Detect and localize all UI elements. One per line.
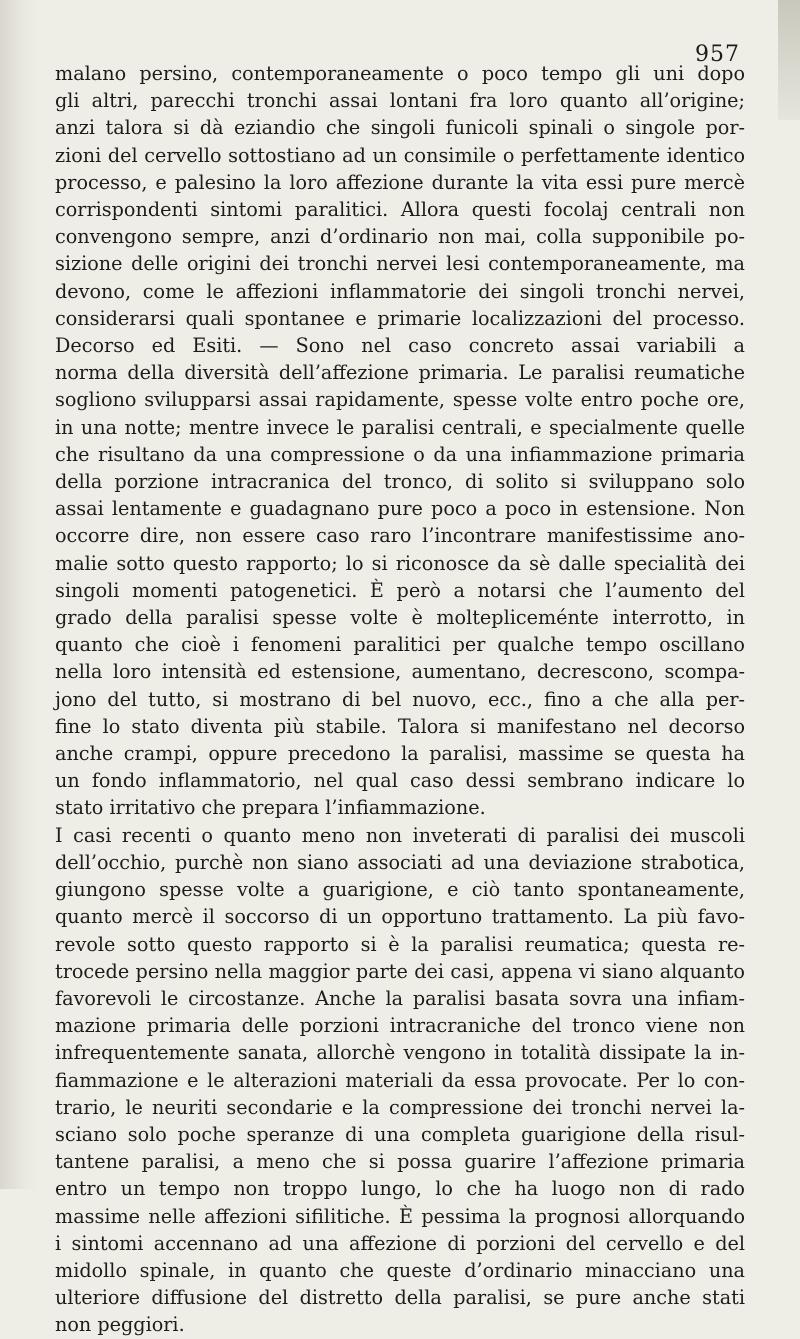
text-line: convengono sempre, anzi d’ordinario non mai, colla supponibile po- [55, 225, 745, 249]
text-line: che risultano da una compressione o da una infiammazione primaria [55, 442, 745, 466]
text-line: considerarsi quali spontanee e primarie localizzazioni del processo. [55, 306, 745, 330]
text-line: stato irritativo che prepara l’infiammazione. [55, 796, 486, 820]
text-line: tantene paralisi, a meno che si possa guarire l’affezione primaria [55, 1150, 745, 1174]
text-line: zioni del cervello sottostiano ad un consimile o perfettamente identico [55, 143, 745, 167]
text-line: della porzione intracranica del tronco, di solito si sviluppano solo [55, 470, 745, 494]
text-line: quanto mercè il soccorso di un opportuno trattamento. La più favo- [55, 905, 745, 929]
text-line: ulteriore diffusione del distretto della paralisi, se pure anche stati [55, 1286, 745, 1310]
page-corner-shadow [778, 0, 800, 120]
text-line: processo, e palesino la loro affezione durante la vita essi pure mercè [55, 170, 745, 194]
text-line: fine lo stato diventa più stabile. Talora si manifestano nel decorso [55, 714, 745, 738]
text-line: trario, le neuriti secondarie e la compressione dei tronchi nervei la- [55, 1095, 745, 1119]
text-line: devono, come le affezioni inflammatorie dei singoli tronchi nervei, [55, 279, 745, 303]
text-line: sogliono svilupparsi assai rapidamente, spesse volte entro poche ore, [55, 388, 745, 412]
text-line: sizione delle origini dei tronchi nervei lesi contemporaneamente, ma [55, 252, 745, 276]
page-binding-shadow [0, 0, 38, 1189]
text-line: massime nelle affezioni sifilitiche. È pessima la prognosi allorquando [55, 1204, 745, 1228]
text-line: un fondo inflammatorio, nel qual caso dessi sembrano indicare lo [55, 769, 745, 793]
text-line: mazione primaria delle porzioni intracraniche del tronco viene non [55, 1014, 745, 1038]
text-line: revole sotto questo rapporto si è la paralisi reumatica; questa re- [55, 932, 745, 956]
text-line: i sintomi accennano ad una affezione di porzioni del cervello e del [55, 1231, 745, 1255]
text-line: norma della diversità dell’affezione primaria. Le paralisi reumatiche [55, 361, 745, 385]
text-line: anzi talora si dà eziandio che singoli funicoli spinali o singole por- [55, 116, 745, 140]
text-line: trocede persino nella maggior parte dei casi, appena vi siano alquanto [55, 959, 745, 983]
text-line: midollo spinale, in quanto che queste d’ordinario minacciano una [55, 1258, 745, 1282]
text-line: Decorso ed Esiti. — Sono nel caso concreto assai variabili a [55, 334, 745, 358]
text-line: gli altri, parecchi tronchi assai lontani fra loro quanto all’origine; [55, 89, 745, 113]
page-number: 957 [695, 42, 740, 67]
text-line: infrequentemente sanata, allorchè vengono in totalità dissipate la in- [55, 1041, 745, 1065]
text-line: malie sotto questo rapporto; lo si riconosce da sè dalle specialità dei [55, 551, 745, 575]
text-line: corrispondenti sintomi paralitici. Allora questi focolaj centrali non [55, 198, 745, 222]
text-line: occorre dire, non essere caso raro l’incontrare manifestissime ano- [55, 524, 745, 548]
text-line: fiammazione e le alterazioni materiali da essa provocate. Per lo con- [55, 1068, 745, 1092]
body-text [55, 60, 745, 1339]
text-line: nella loro intensità ed estensione, aumentano, decrescono, scompa- [55, 660, 745, 684]
text-line: malano persino, contemporaneamente o poco tempo gli uni dopo [55, 62, 745, 85]
text-line: quanto che cioè i fenomeni paralitici per qualche tempo oscillano [55, 633, 745, 657]
text-line: entro un tempo non troppo lungo, lo che ha luogo non di rado [55, 1177, 745, 1201]
text-line: assai lentamente e guadagnano pure poco a poco in estensione. Non [55, 497, 745, 521]
text-line: dell’occhio, purchè non siano associati ad una deviazione strabotica, [55, 850, 745, 874]
text-line: grado della paralisi spesse volte è moltepliceménte interrotto, in [55, 606, 745, 630]
text-line: giungono spesse volte a guarigione, e ciò tanto spontaneamente, [55, 878, 745, 902]
text-line: I casi recenti o quanto meno non inveterati di paralisi dei muscoli [55, 823, 745, 847]
text-line: non peggiori. [55, 1313, 185, 1337]
text-line: sciano solo poche speranze di una completa guarigione della risul- [55, 1122, 745, 1146]
text-line: jono del tutto, si mostrano di bel nuovo, ecc., fino a che alla per- [55, 687, 745, 711]
text-line: singoli momenti patogenetici. È però a notarsi che l’aumento del [55, 578, 745, 602]
text-line: anche crampi, oppure precedono la paralisi, massime se questa ha [55, 742, 745, 766]
text-line: favorevoli le circostanze. Anche la paralisi basata sovra una infiam- [55, 986, 745, 1010]
text-line: in una notte; mentre invece le paralisi centrali, e specialmente quelle [55, 415, 745, 439]
